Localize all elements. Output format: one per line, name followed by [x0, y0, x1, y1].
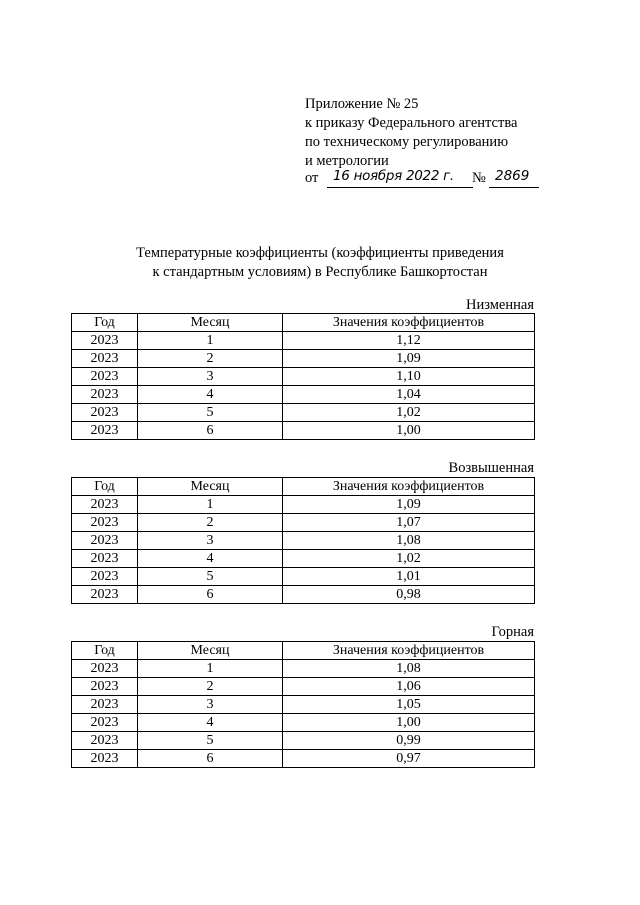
cell-coefficient: 1,10: [283, 368, 535, 386]
table-row: [72, 332, 535, 350]
cell-coefficient: 1,02: [283, 550, 535, 568]
cell-coefficient: 1,07: [283, 514, 535, 532]
table-row: [72, 732, 535, 750]
cell-month: 5: [138, 732, 283, 750]
cell-month: 6: [138, 586, 283, 604]
cell-coefficient: 1,01: [283, 568, 535, 586]
zone-label-mountain: Горная: [491, 624, 534, 640]
header-year: Год: [72, 314, 138, 332]
order-date-handwritten: 16 ноября 2022 г.: [333, 168, 454, 184]
table-row: [72, 532, 535, 550]
cell-year: 2023: [72, 368, 138, 386]
coefficients-table-mountain: [71, 641, 535, 768]
order-from-label: от: [305, 170, 319, 186]
cell-coefficient: 1,08: [283, 532, 535, 550]
table-row: [72, 750, 535, 768]
table-row: [72, 422, 535, 440]
cell-year: 2023: [72, 422, 138, 440]
cell-month: 2: [138, 514, 283, 532]
cell-coefficient: 1,04: [283, 386, 535, 404]
cell-month: 4: [138, 550, 283, 568]
cell-coefficient: 1,02: [283, 404, 535, 422]
zone-label-lowland: Низменная: [466, 297, 534, 313]
cell-year: 2023: [72, 350, 138, 368]
cell-month: 2: [138, 350, 283, 368]
cell-coefficient: 1,09: [283, 350, 535, 368]
table-row: [72, 678, 535, 696]
cell-year: 2023: [72, 332, 138, 350]
order-reference: [305, 170, 545, 192]
table-row: [72, 696, 535, 714]
table-row: [72, 496, 535, 514]
appendix-header: [305, 95, 517, 171]
cell-coefficient: 1,12: [283, 332, 535, 350]
appendix-line-3: по техническому регулированию: [305, 134, 509, 150]
table-header-row: [72, 642, 535, 660]
title-line-2: к стандартным условиям) в Республике Башкортостан: [152, 264, 488, 280]
table-row: [72, 550, 535, 568]
cell-month: 2: [138, 678, 283, 696]
header-coefficient: Значения коэффициентов: [283, 642, 535, 660]
cell-year: 2023: [72, 678, 138, 696]
table-row: [72, 514, 535, 532]
header-month: Месяц: [138, 314, 283, 332]
cell-month: 6: [138, 750, 283, 768]
cell-year: 2023: [72, 568, 138, 586]
cell-coefficient: 1,00: [283, 714, 535, 732]
cell-month: 6: [138, 422, 283, 440]
coefficients-table-lowland: [71, 313, 535, 440]
table-row: [72, 660, 535, 678]
header-coefficient: Значения коэффициентов: [283, 478, 535, 496]
cell-year: 2023: [72, 496, 138, 514]
cell-month: 1: [138, 496, 283, 514]
cell-year: 2023: [72, 386, 138, 404]
cell-month: 5: [138, 568, 283, 586]
cell-month: 1: [138, 332, 283, 350]
cell-year: 2023: [72, 514, 138, 532]
header-month: Месяц: [138, 478, 283, 496]
table-row: [72, 568, 535, 586]
appendix-line-2: к приказу Федерального агентства: [305, 115, 518, 131]
cell-year: 2023: [72, 714, 138, 732]
cell-coefficient: 0,99: [283, 732, 535, 750]
cell-year: 2023: [72, 696, 138, 714]
cell-year: 2023: [72, 550, 138, 568]
cell-coefficient: 1,09: [283, 496, 535, 514]
order-number-label: №: [472, 170, 486, 186]
cell-year: 2023: [72, 750, 138, 768]
table-header-row: [72, 314, 535, 332]
coefficients-table-upland: [71, 477, 535, 604]
order-number-field: [489, 170, 539, 188]
table-row: [72, 714, 535, 732]
cell-coefficient: 1,06: [283, 678, 535, 696]
appendix-line-1: Приложение № 25: [305, 96, 419, 112]
cell-month: 3: [138, 696, 283, 714]
cell-month: 4: [138, 714, 283, 732]
cell-year: 2023: [72, 732, 138, 750]
order-date-field: [327, 170, 473, 188]
header-year: Год: [72, 478, 138, 496]
order-number-handwritten: 2869: [495, 168, 530, 184]
table-row: [72, 586, 535, 604]
cell-month: 3: [138, 368, 283, 386]
header-month: Месяц: [138, 642, 283, 660]
cell-coefficient: 1,00: [283, 422, 535, 440]
cell-coefficient: 1,05: [283, 696, 535, 714]
cell-coefficient: 1,08: [283, 660, 535, 678]
table-row: [72, 404, 535, 422]
zone-label-upland: Возвышенная: [448, 460, 534, 476]
cell-year: 2023: [72, 660, 138, 678]
cell-year: 2023: [72, 586, 138, 604]
table-row: [72, 368, 535, 386]
title-line-1: Температурные коэффициенты (коэффициенты приведения: [136, 245, 504, 261]
appendix-line-4: и метрологии: [305, 153, 389, 169]
cell-coefficient: 0,98: [283, 586, 535, 604]
table-row: [72, 350, 535, 368]
cell-month: 1: [138, 660, 283, 678]
cell-month: 5: [138, 404, 283, 422]
cell-coefficient: 0,97: [283, 750, 535, 768]
header-coefficient: Значения коэффициентов: [283, 314, 535, 332]
table-header-row: [72, 478, 535, 496]
cell-month: 3: [138, 532, 283, 550]
cell-year: 2023: [72, 404, 138, 422]
cell-month: 4: [138, 386, 283, 404]
document-title: [0, 244, 640, 282]
table-row: [72, 386, 535, 404]
cell-year: 2023: [72, 532, 138, 550]
header-year: Год: [72, 642, 138, 660]
